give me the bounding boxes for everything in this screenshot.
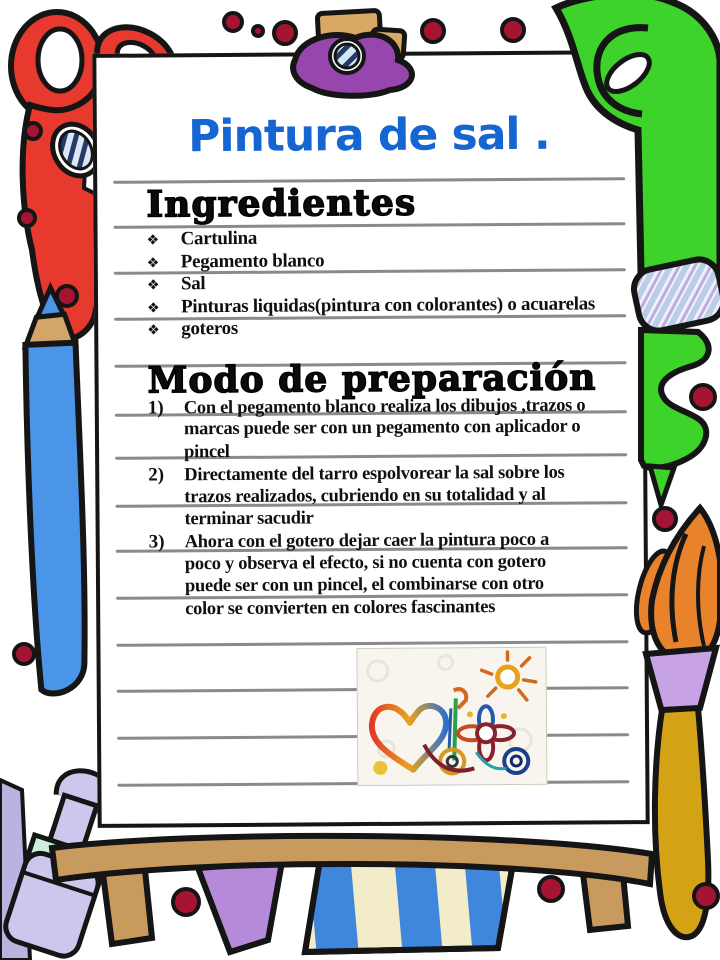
diamond-bullet-icon: ❖ [146,232,160,249]
list-item [147,316,617,342]
list-item [148,461,633,487]
step-text: pincel [184,441,230,463]
ingredient-text: Pinturas liquidas(pintura con colorantes) o acuarelas [180,293,596,318]
list-item [149,596,634,622]
diamond-bullet-icon: ❖ [147,300,160,317]
paintbrush-handle [655,708,708,937]
list-item [147,293,617,319]
step-text: poco y observa el efecto, si no cuenta con gotero [184,551,546,575]
step-text: color se convierten en colores fascinantes [185,596,496,619]
list-item [147,248,617,274]
diamond-bullet-icon: ❖ [146,277,160,294]
step-text: marcas puede ser con un pegamento con aplicador o [183,416,581,440]
step-number: 2) [148,464,165,486]
ingredient-text: Sal [180,273,206,295]
step-number: 1) [147,397,164,419]
step-text: Con el pegamento blanco realiza los dibujos ,trazos o [183,395,586,419]
ingredient-text: Pegamento blanco [180,249,325,272]
step-text: Ahora con el gotero dejar caer la pintura poco a [184,530,550,553]
list-item [147,225,617,251]
pencil-icon [13,287,97,695]
ingredient-text: goteros [181,318,238,340]
step-text: terminar sacudir [184,508,314,530]
purple-shape [198,862,282,952]
diamond-bullet-icon: ❖ [146,255,160,272]
ingredient-text: Cartulina [180,227,258,250]
bench-ruler-icon [52,836,652,960]
page-title: Pintura de sal . [188,108,550,163]
ruled-line [116,640,628,647]
yellow-dab [373,761,387,775]
step-number: 3) [148,531,165,553]
ingredients-heading: Ingredientes [146,181,417,226]
diamond-bullet-icon: ❖ [147,322,160,339]
step-text: puede ser con un pincel, el combinarse con otro [184,573,544,597]
salt-painting-photo [356,647,547,786]
ingredients-list [147,225,618,341]
striped-paint-tube-icon [305,839,515,960]
list-item [147,270,617,296]
paintbrush-ferrule [646,648,716,712]
paper-sheet [92,50,649,828]
step-text: trazos realizados, cubriendo en su totalidad y al [184,484,546,507]
steps-list [148,394,635,621]
step-text: Directamente del tarro espolvorear la sal sobre los [184,462,565,486]
preparation-heading: Modo de preparación [147,356,597,402]
